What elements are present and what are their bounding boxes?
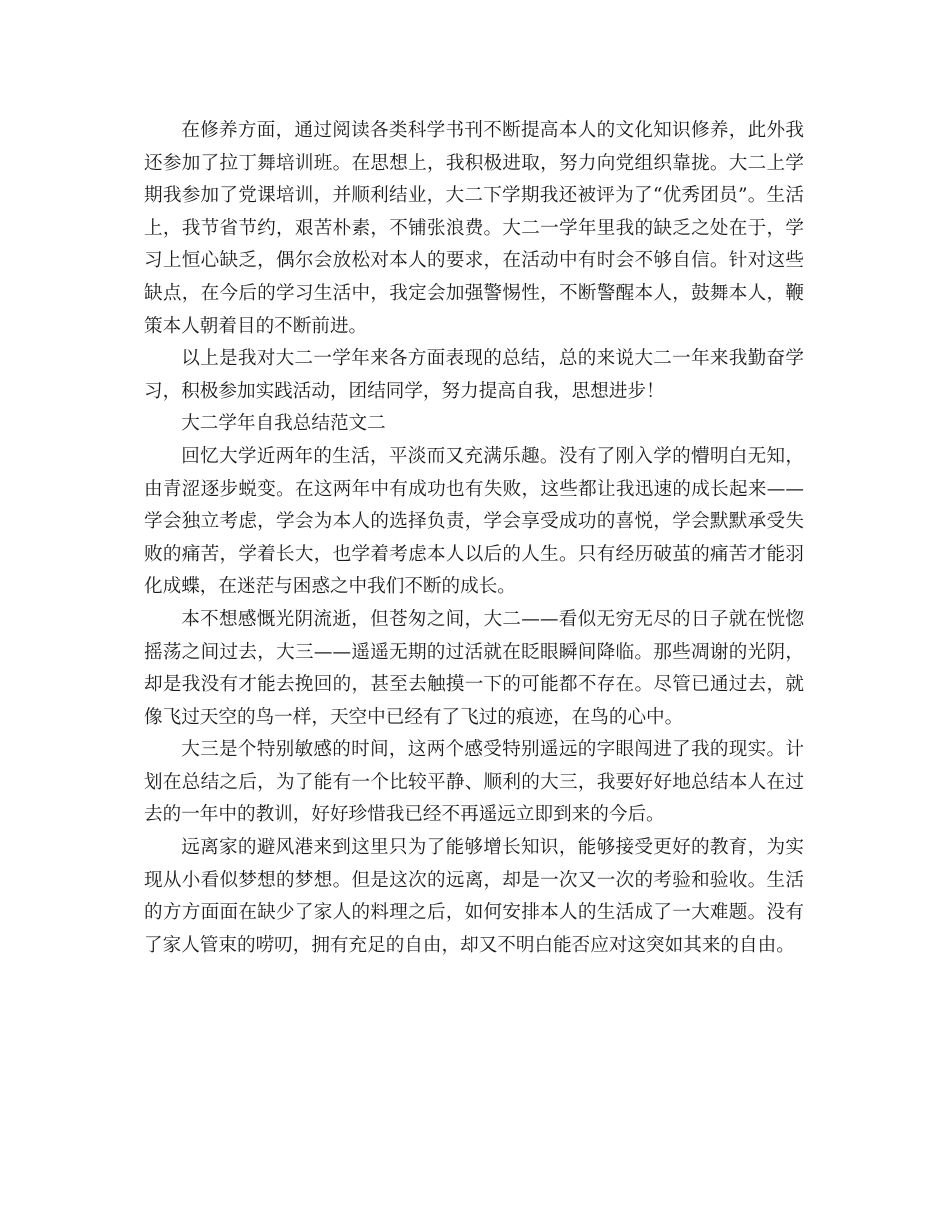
paragraph-self-cultivation: 在修养方面，通过阅读各类科学书刊不断提高本人的文化知识修养，此外我还参加了拉丁舞培训班。在思想上，我积极进取，努力向党组织靠拢。大二上学期我参加了党课培训，并顺利结业，大二下学期我还被评为了“优秀团员”。生活上，我节省节约，艰苦朴素，不铺张浪费。大二一学年里我的缺乏之处在于，学习上恒心缺乏，偶尔会放松对本人的要求，在活动中有时会不够自信。针对这些缺点，在今后的学习生活中，我定会加强警惕性，不断警醒本人，鼓舞本人，鞭策本人朝着目的不断前进。 [144,120,804,337]
paragraph-leaving-home: 远离家的避风港来到这里只为了能够增长知识，能够接受更好的教育，为实现从小看似梦想的梦想。但是这次的远离，却是一次又一次的考验和验收。生活的方方面面在缺少了家人的料理之后，如何安排本人的生活成了一大难题。没有了家人管束的唠叨，拥有充足的自由，却又不明白能否应对这突如其来的自由。 [144,837,804,956]
paragraph-junior-year: 大三是个特别敏感的时间，这两个感受特别遥远的字眼闯进了我的现实。计划在总结之后，为了能有一个比较平静、顺利的大三，我要好好地总结本人在过去的一年中的教训，好好珍惜我已经不再遥远立即到来的今后。 [144,739,804,826]
document-body [144,115,804,962]
paragraph-time-passing: 本不想感慨光阴流逝，但苍匆之间，大二——看似无穷无尽的日子就在恍惚摇荡之间过去，大三——遥遥无期的过活就在眨眼瞬间降临。那些凋谢的光阴，却是我没有才能去挽回的，甚至去触摸一下的可能都不存在。尽管已通过去，就像飞过天空的鸟一样，天空中已经有了飞过的痕迹，在鸟的心中。 [144,608,804,728]
paragraph-recollection: 回忆大学近两年的生活，平淡而又充满乐趣。没有了刚入学的懵明白无知，由青涩逐步蜕变。在这两年中有成功也有失败，这些都让我迅速的成长起来——学会独立考虑，学会为本人的选择负责，学会享受成功的喜悦，学会默默承受失败的痛苦，学着长大，也学着考虑本人以后的人生。只有经历破茧的痛苦才能羽化成蝶，在迷茫与困惑之中我们不断的成长。 [144,445,804,598]
section-heading: 大二学年自我总结范文二 [181,413,386,435]
paragraph-summary: 以上是我对大二一学年来各方面表现的总结，总的来说大二一年来我勤奋学习，积极参加实践活动，团结同学，努力提高自我，思想进步！ [144,348,804,402]
